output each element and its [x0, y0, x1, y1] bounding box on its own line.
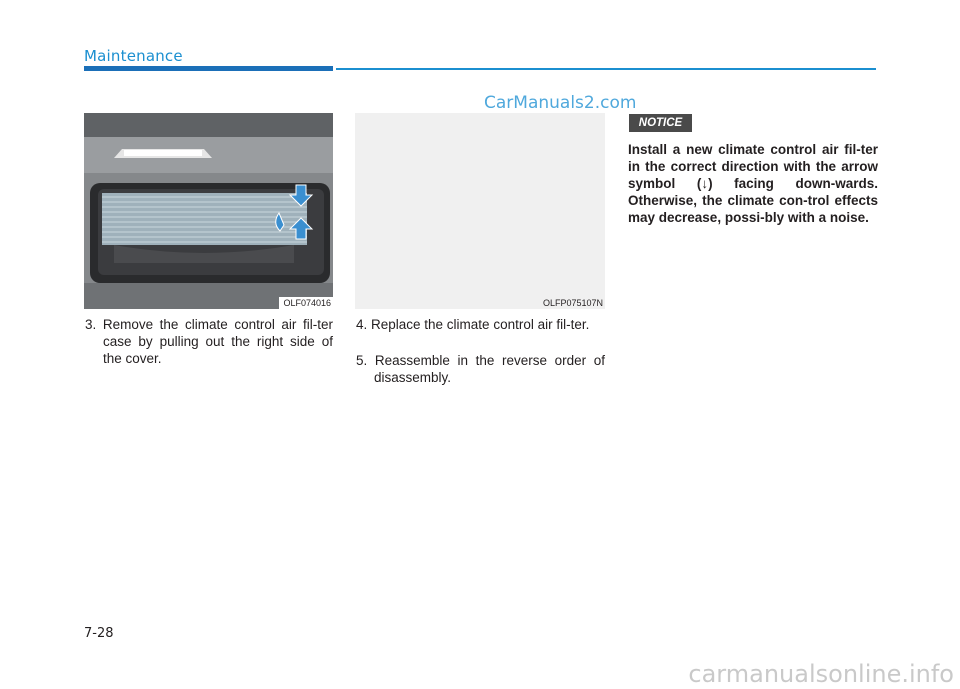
step-4-text: 4. Replace the climate control air fil-ter.: [356, 317, 590, 332]
notice-text: Install a new climate control air fil-ter in the correct direction with the arrow symbol (↓) facing down-wards. Otherwise, the climate con-trol effects may decrease, possi-bly with a noise.: [628, 142, 878, 225]
filter-case-photo-art: [84, 113, 333, 309]
header-rule-thick: [84, 66, 333, 71]
step-5-text: 5. Reassemble in the reverse order of disassembly.: [356, 353, 605, 385]
section-title: Maintenance: [84, 47, 183, 65]
notice-badge: NOTICE: [629, 114, 692, 132]
header-rule-thin: [336, 68, 876, 70]
replace-filter-illustration: [355, 113, 605, 309]
step-3-text: 3. Remove the climate control air fil-ter case by pulling out the right side of the cover.: [85, 317, 333, 366]
figure-code: OLF074016: [279, 297, 333, 309]
watermark-bottom[interactable]: carmanualsonline.info: [688, 660, 954, 688]
filter-case-photo: [84, 113, 333, 309]
watermark-top[interactable]: CarManuals2.com: [484, 93, 637, 113]
figure-code: OLFP075107N: [542, 298, 603, 308]
page-number: 7-28: [84, 626, 114, 641]
